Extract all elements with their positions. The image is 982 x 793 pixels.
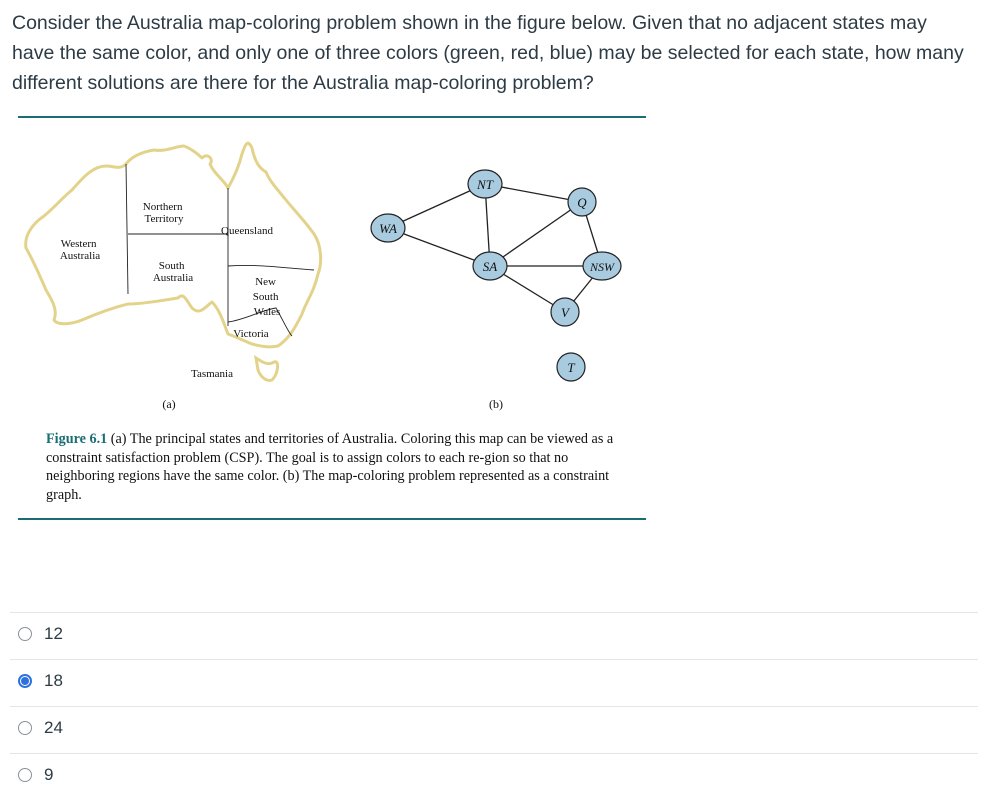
node-t-label: T: [567, 360, 575, 375]
map-label-nsw-2: South: [252, 291, 279, 303]
tasmania-outline: [256, 358, 278, 380]
radio-button[interactable]: [18, 721, 32, 735]
svg-text:Northern Territory: [143, 201, 185, 225]
panel-a-label: (a): [162, 397, 176, 411]
option-separator: [10, 753, 978, 754]
map-label-western-2: Australia: [59, 250, 101, 262]
map-label-victoria: Victoria: [233, 328, 269, 340]
node-sa-label: SA: [482, 259, 498, 274]
map-label-northern-2: Territory: [144, 213, 184, 225]
panel-b-label: (b): [489, 397, 503, 411]
option-separator: [10, 706, 978, 707]
radio-button[interactable]: [18, 768, 32, 782]
option-label: 9: [44, 765, 54, 784]
option-separator: [10, 659, 978, 660]
caption-text: (a) The principal states and territories of Australia. Coloring this map can be viewed as a constraint satisfaction problem (CSP). The goal is to assign colors to each re-gion so that no neighboring regions have the same color. (b) The map-coloring problem represented as a constraint graph.: [46, 431, 614, 503]
svg-text:Western Australia: [60, 238, 100, 262]
map-label-northern-1: Northern: [142, 201, 183, 213]
radio-button-selected[interactable]: [18, 674, 32, 688]
answer-option-3[interactable]: [18, 716, 63, 740]
caption-lead: Figure 6.1: [46, 431, 108, 447]
australia-map: [26, 143, 321, 411]
svg-text:South Australia: [153, 260, 193, 284]
option-label: 12: [44, 624, 63, 643]
map-label-western-1: Western: [60, 238, 97, 250]
map-label-south-1: South: [158, 260, 185, 272]
node-nt-label: NT: [477, 177, 493, 192]
answer-option-2[interactable]: [18, 669, 63, 693]
answer-option-4[interactable]: [18, 763, 53, 787]
map-label-south-2: Australia: [152, 272, 194, 284]
node-nsw-label: NSW: [590, 260, 614, 274]
map-label-tasmania: Tasmania: [191, 368, 233, 380]
svg-text:New South Wales: [253, 276, 281, 318]
option-label: 18: [44, 671, 63, 690]
option-separator: [10, 612, 978, 613]
option-label: 24: [44, 718, 63, 737]
map-label-nsw-1: New: [255, 276, 277, 288]
map-label-queensland: Queensland: [221, 225, 273, 237]
map-label-nsw-3: Wales: [253, 306, 281, 318]
answer-option-1[interactable]: [18, 622, 63, 646]
figure-bottom-rule: [18, 518, 646, 520]
radio-button[interactable]: [18, 627, 32, 641]
node-wa-label: WA: [379, 221, 397, 236]
node-q-label: Q: [577, 195, 587, 210]
node-v-label: V: [561, 305, 569, 320]
figure-caption: [46, 430, 626, 504]
figure-top-rule: [18, 116, 646, 118]
question-text: Consider the Australia map-coloring problem shown in the figure below. Given that no adjacent states may have the same color, and only one of three colors (green, red, blue) may be selected for each state, how many different solutions are there for the Australia map-coloring problem?: [12, 12, 964, 94]
